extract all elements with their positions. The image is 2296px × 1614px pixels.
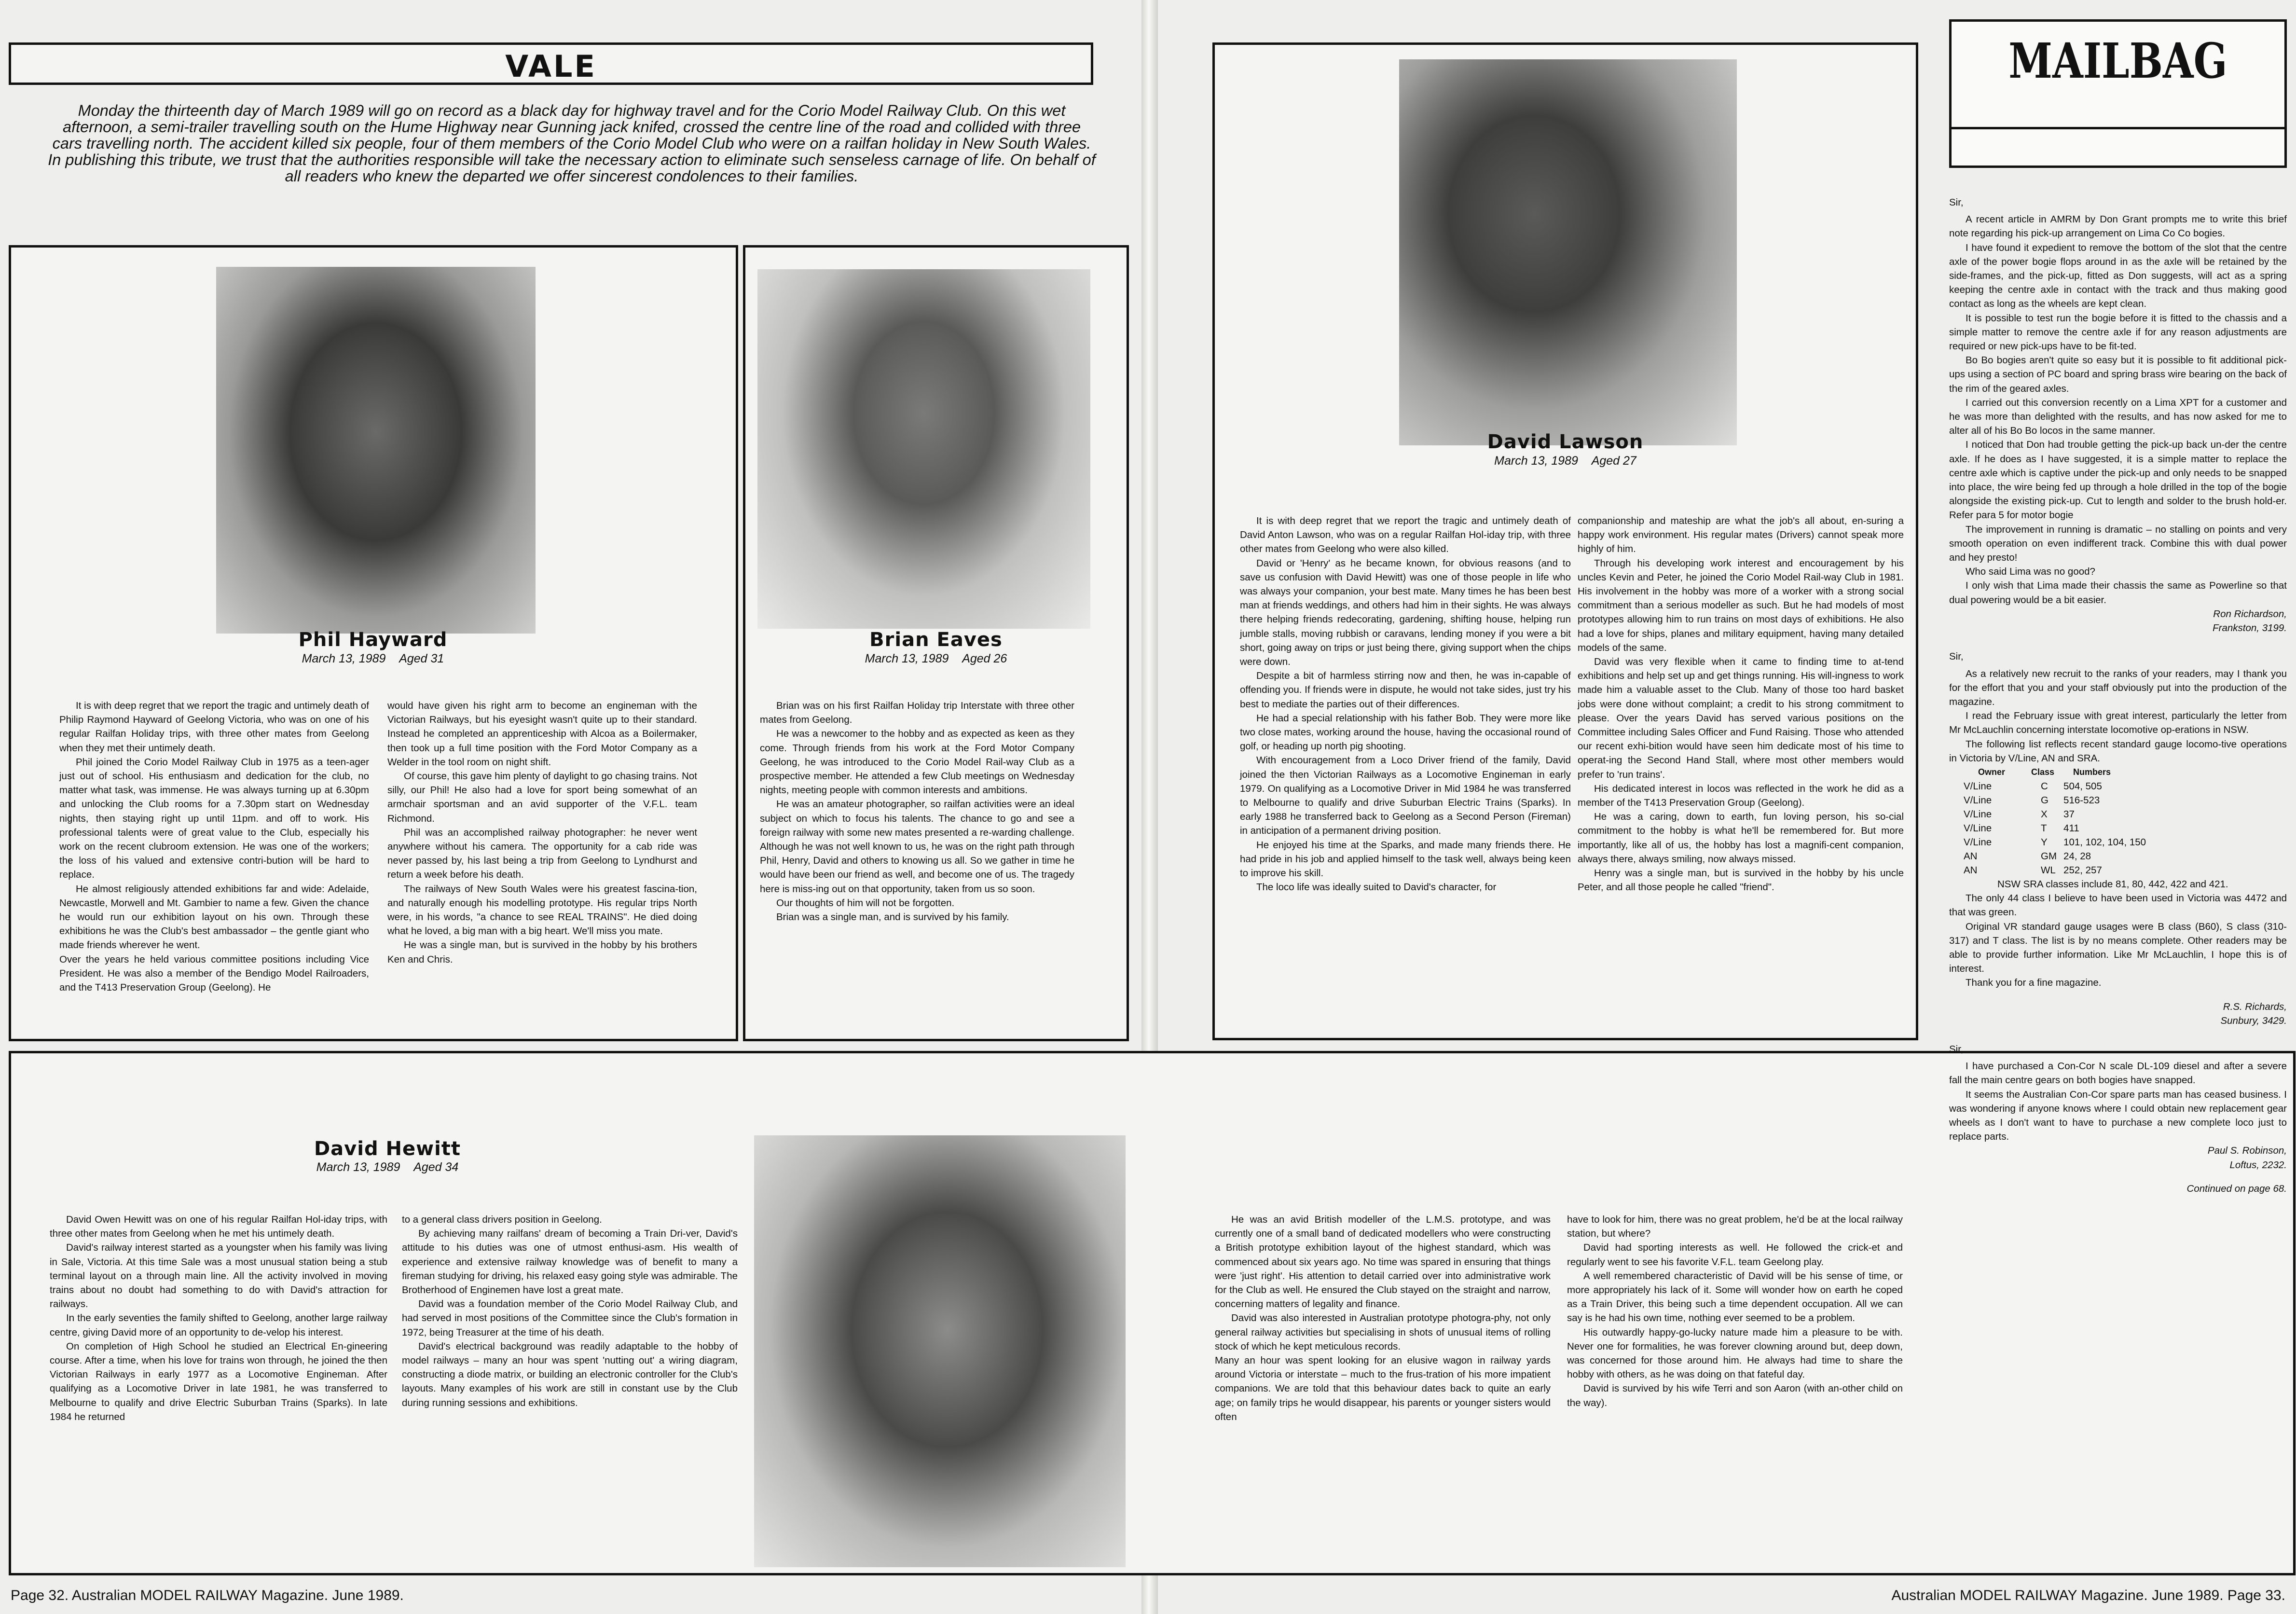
brian-eaves-photo — [757, 269, 1090, 629]
brian-eaves-date: March 13, 1989 Aged 26 — [865, 652, 1007, 665]
david-lawson-date: March 13, 1989 Aged 27 — [1494, 454, 1636, 468]
david-lawson-col1: It is with deep regret that we report the tragic and untimely death of David Anton Lawson, who was on a regular Railfan Hol-iday trip, with three other mates from Geelong who were also killed. David or 'Henry' as he became known, for obvious reasons (and to save us confusion with David Hewitt) was one of those people in life who was always your companion, your best mate. Many times he has been best man at friends weddings, and others had him in their sights. He was always there helping friends redecorating, gardening, shifting house, helping run jumble stalls, moving rubbish or caravans, lending money if you were a bit short, going away on trips or just being there, giving support when the chips were down. Despite a bit of harmless stirring now and then, he was in-capable of offending you. If friends were in dispute, he would not take sides, just try his best to mediate the parties out of their differences. He had a special relationship with his father Bob. They were more like two close mates, working around the house, having the occasional round of golf, or heading up north pig shooting. With encouragement from a Loco Driver friend of the family, David joined the then Victorian Railways as a Locomotive Engineman in early 1979. On qualifying as a Locomotive Driver in Mid 1984 he was transferred to Melbourne to qualify and drive Suburban Electric Trains (Sparks). In early 1988 he transferred back to Geelong as a Second Person (Fireman) in anticipation of a permanent driving position. He enjoyed his time at the Sparks, and made many friends there. He had pride in his job and applied himself to the task well, always being keen to improve his skill. The loco life was ideally suited to David's character, for — [1240, 515, 1571, 893]
mailbag-column: Sir, A recent article in AMRM by Don Grant prompts me to write this brief note regarding his pick-up arrangement on Lima Co Co bogies. I have found it expedient to remove the bottom of the slot that the centre axle of the power bogie flops around in as the axle will be retained by the side-frames, and the pick-up, fitted as Don suggests, will act as a spring keeping the centre axle in contact with the track and thus making good contact as long as the wheels are kept clean. It is possible to test run the bogie before it is fitted to the chassis and a simple matter to remove the centre axle if for any reason adjustments are required or new pick-ups have to be fit-ted. Bo Bo bogies aren't quite so easy but it is possible to fit additional pick-ups using a section of PC board and spring brass wire bearing on the back of the rim of the geared axles. I carried out this conversion recently on a Lima XPT for a customer and he was more than delighted with the results, and has now asked for me to alter all of his Bo Bo locos in the same manner. I noticed that Don had trouble getting the pick-up back un-der the centre axle. If he does as I have suggested, it is a simple matter to replace the centre axle which is captive under the pick-up and only needs to be snapped into place, the wire being fed up through a hole drilled in the top of the bogie alongside the existing pick-up. Cut to length and solder to the brush hold-er. Refer para 5 for motor bogie The improvement in running is dramatic – no stalling on points and very smooth operation on even indifferent track. Combine this with dual power and hey presto! Who said Lima was no good? I only wish that Lima made their chassis the same as Powerline so that dual powering would be a bit easier. Ron Richardson, Frankston, 3199. Sir, As a relatively new recruit to the ranks of your readers, may I thank you for the effort that you and your staff obviously put into the production of the magazine. I read the February issue with great interest, particularly the letter from Mr McLauchlin concerning interstate locomotive op-erations in NSW. The following list reflects recent standard gauge locomo-tive operations in Victoria by V/Line, AN and SRA. Owner Class Numbers V/Line C 504, 505 V/Line G 516-523 V/Line X 37 V/Line T 411 V/Line Y 101, 102, 104, 150 AN GM 24, 28 AN WL 252, 257 NSW SRA classes include 81, 80, 442, 422 and 421. The only 44 class I believe to have been used in Victoria was 4472 and that was green. Original VR standard gauge usages were B class (B60), S class (310-317) and T class. The list is by no means complete. Other readers may be able to provide further information. Like Mr McLauchlin, I hope this is of interest. Thank you for a fine magazine. R.S. Richards, Sunbury, 3429. Sir, I have purchased a Con-Cor N scale DL-109 diesel and after a severe fall the main centre gears on both bogies have snapped. It seems the Australian Con-Cor spare parts man has ceased business. I was wondering if anyone knows where I could obtain new replacement gear wheels as I don't want to have to purchase a new complete loco just to replace parts. Paul S. Robinson, Loftus, 2232. Continued on page 68. — [1949, 197, 2287, 1194]
vale-title: VALE — [505, 49, 597, 84]
phil-hayward-col1: It is with deep regret that we report the tragic and untimely death of Philip Raymond Hayward of Geelong Victoria, who was on one of his regular Railfan Holiday trips, with three other mates from Geelong when they met their untimely death. Phil joined the Corio Model Railway Club in 1975 as a teen-ager just out of school. His enthusiasm and dedication for the club, no matter what task, was immense. He was always turning up at 6.30pm and unlocking the Club rooms for a 7.30pm start on Wednesday nights, then staying right up until 11pm. and off to work. His professional talents were of great value to the Club, especially his work on the recent clubroom extension. He was one of the workers; the loss of his valued and extensive contri-bution will be hard to replace. He almost religiously attended exhibitions far and wide: Adelaide, Newcastle, Morwell and Mt. Gambier to name a few. Given the chance he would run our exhibition layout on his own. Through these exhibitions he was the Club's best ambassador – the gentle giant who made friends wherever he went. Over the years he held various committee positions including Vice President. He was also a member of the Bendigo Model Railroaders, and the T413 Preservation Group (Geelong). He — [59, 700, 369, 993]
brian-eaves-box — [743, 245, 1129, 1041]
david-hewitt-name: David Hewitt — [314, 1138, 461, 1160]
david-lawson-box — [1212, 42, 1918, 1040]
david-hewitt-photo — [754, 1135, 1126, 1567]
brian-eaves-name: Brian Eaves — [869, 629, 1003, 651]
phil-hayward-col2: would have given his right arm to become an engineman with the Victorian Railways, but his eyesight wasn't quite up to their standard. Instead he completed an apprenticeship with Alcoa as a Boilermaker, then took up a full time position with the Ford Motor Company as a Welder in the tool room on night shift. Of course, this gave him plenty of daylight to go chasing trains. Not silly, our Phil! He also had a love for sport being somewhat of an armchair sportsman and an avid supporter of the V.F.L. team Richmond. Phil was an accomplished railway photographer: he never went anywhere without his camera. The opportunity for a cab ride was never passed by, his last being a trip from Geelong to Lyndhurst and return a week before his death. The railways of New South Wales were his greatest fascina-tion, and naturally enough his modelling prototype. His regular trips North were, in his words, "a chance to see REAL TRAINS". He died doing what he loved, a big man with a big heart. We'll miss you mate. He was a single man, but is survived in the hobby by his brothers Ken and Chris. — [387, 700, 697, 965]
david-hewitt-col1: David Owen Hewitt was on one of his regular Railfan Hol-iday trips, with three other mates from Geelong when he met his untimely death. David's railway interest started as a youngster when his family was living in Sale, Victoria. At this time Sale was a most unusual station being a stub terminal layout on a through main line. All the activity involved in moving trains about no doubt had something to do with David's attraction for railways. In the early seventies the family shifted to Geelong, another large railway centre, giving David more of an opportunity to de-velop his interest. On completion of High School he studied an Electrical En-gineering course. After a time, when his love for trains won through, he joined the then Victorian Railways in early 1977 as a Locomotive Engineman. After qualifying as a Locomotive Driver in late 1981, he was transferred to Melbourne to qualify and drive Electric Suburban Trains (Sparks). In late 1984 he returned — [50, 1214, 387, 1422]
david-lawson-col2: companionship and mateship are what the job's all about, en-suring a happy work environment. His regular mates (Drivers) cannot speak more highly of him. Through his developing work interest and encouragement by his uncles Kevin and Peter, he joined the Corio Model Rail-way Club in 1981. His involvement in the hobby was more of a worker with a strong social commitment than a serious modeller as such. But he had models of most prototypes allowing him to run trains on most days of exhibitions. He also had a love for ships, planes and military equipment, having many detailed models of the same. David was very flexible when it came to finding time to at-tend exhibitions and help set up and get things running. His will-ingness to work made him a valuable asset to the Club. Many of those too hard basket jobs were done without complaint; a credit to his strong commitment to please. Over the years David has served various positions on the Committee including Sales Officer and Fund Raising. Those who attended our recent exhi-bition would have seen him dedicate most of his time to operat-ing the Second Hand Stall, where most other members would prefer to 'run trains'. His dedicated interest in locos was reflected in the work he did as a member of the T413 Preservation Group (Geelong). He was a caring, down to earth, fun loving person, his so-cial commitment to the hobby is what he'll be remembered for. But more importantly, like all of us, the hobby has lost a magnifi-cent companion, always there, always smiling, now always missed. Henry was a single man, but is survived in the hobby by his uncle Peter, and all those people he called "friend". — [1578, 515, 1904, 893]
david-hewitt-col2: to a general class drivers position in Geelong. By achieving many railfans' dream of becoming a Train Dri-ver, David's attitude to his duties was one of utmost enthusi-asm. His wealth of experience and extensive railway knowledge was of benefit to many a fireman studying for driving, his relaxed easy going style was admirable. The Brotherhood of Enginemen have lost a great mate. David was a foundation member of the Corio Model Railway Club, and had served in most positions of the Committee since the Club's formation in 1972, being Treasurer at the time of his death. David's electrical background was readily adaptable to the hobby of model railways – many an hour was spent 'nutting out' a wiring diagram, constructing a diode matrix, or building an electronic controller for the Club's layouts. Many examples of his work are still in constant use by the Club during running sessions and exhibitions. — [402, 1214, 738, 1408]
david-lawson-photo — [1399, 59, 1737, 445]
mailbag-title-box — [1949, 19, 2287, 168]
phil-hayward-photo — [216, 267, 536, 634]
phil-hayward-name: Phil Hayward — [298, 629, 448, 651]
david-hewitt-col3: He was an avid British modeller of the L.M.S. prototype, and was currently one of a small band of dedicated modellers who were constructing a British prototype exhibition layout of the highest standard, which was commenced about six years ago. No time was spared in ensuring that things were 'just right'. His attention to detail carried over into administrative work for the Club as well. He ensured the Club stayed on the straight and narrow, concerning matters of legality and finance. David was also interested in Australian prototype photogra-phy, not only general railway activities but specialising in shots of unusual items of rolling stock of which he kept meticulous records. Many an hour was spent looking for an elusive wagon in railway yards around Victoria or interstate – much to the frus-tration of his more impatient companions. We are told that this behaviour dates back to quite an early age; on family trips he would disappear, his parents or younger sisters would often — [1215, 1214, 1551, 1422]
brian-eaves-body: Brian was on his first Railfan Holiday trip Interstate with three other mates from Geelong. He was a newcomer to the hobby and as expected as keen as they come. Through friends from his work at the Ford Motor Company Geelong, he was introduced to the Corio Model Rail-way Club as a prospective member. He attended a few Club meetings on Wednesday nights, meeting people with common interests and ambitions. He was an amateur photographer, so railfan activities were an ideal subject on which to focus his talents. The chance to go and see a foreign railway with some new mates presented a re-warding challenge. Although he was not well known to us, he was on the right path through Phil, Henry, David and others to knowing us all. So we gather in time he would have been our friend as well, and become one of us. The tragedy here is miss-ing out on that opportunity, taken from us so soon. Our thoughts of him will not be forgotten. Brian was a single man, and is survived by his family. — [760, 700, 1074, 923]
right-page-footer: Australian MODEL RAILWAY Magazine. June 1989. Page 33. — [1891, 1587, 2285, 1603]
left-page-footer: Page 32. Australian MODEL RAILWAY Magazine. June 1989. — [11, 1587, 404, 1603]
david-hewitt-date: March 13, 1989 Aged 34 — [316, 1160, 459, 1174]
phil-hayward-box — [9, 245, 738, 1041]
vale-intro: Monday the thirteenth day of March 1989 will go on record as a black day for highway travel and for the Corio Model Railway Club. On this wet afternoon, a semi-trailer travelling south on the Hume Highway near Gunning jack knifed, crossed the centre line of the road and collided with three cars travelling north. The accident killed six people, four of them members of the Corio Model Club who were on a railfan holiday in New South Wales. In publishing this tribute, we trust that the authorities responsible will take the necessary action to eliminate such senseless carnage of life. On behalf of all readers who knew the departed we offer sincerest condolences to their families. — [48, 102, 1096, 185]
locomotive-table: Owner Class Numbers V/Line C 504, 505 V/Line G 516-523 V/Line X 37 V/Line T 411 V/Line Y 101, 102, 104, 150 AN GM 24, 28 AN WL 252, 257 — [1964, 767, 2146, 876]
mailbag-title-rule — [1952, 127, 2284, 129]
phil-hayward-date: March 13, 1989 Aged 31 — [302, 652, 444, 665]
mailbag-title: MAILBAG — [2008, 32, 2227, 89]
vale-title-box — [9, 42, 1093, 85]
david-lawson-name: David Lawson — [1487, 431, 1644, 453]
david-hewitt-col4: have to look for him, there was no great problem, he'd be at the local railway station, but where? David had sporting interests as well. He followed the crick-et and regularly went to see his favorite V.F.L. team Geelong play. A well remembered characteristic of David will be his sense of time, or more appropriately his lack of it. Some will wonder how on earth he coped as a Train Driver, this being such a time dependent occupation. All we can say is he had his own time, nothing ever seemed to be a problem. His outwardly happy-go-lucky nature made him a pleasure to be with. Never one for formalities, he was forever clowning around but, deep down, was concerned for those around him. He always had time to share the hobby with others, as he was doing on that fateful day. David is survived by his wife Terri and son Aaron (with an-other child on the way). — [1567, 1214, 1903, 1408]
